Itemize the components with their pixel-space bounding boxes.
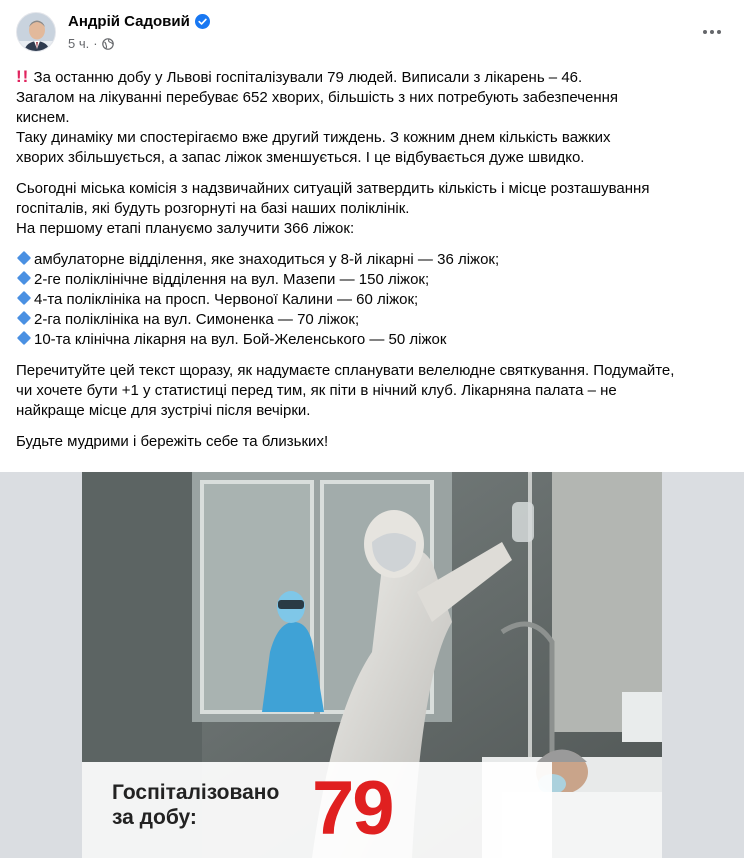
text-line: найкраще місце для зустрічі після вечірки. [16, 402, 311, 419]
list-item-text: 2-ге поліклінічне відділення на вул. Мазепи — 150 ліжок; [34, 271, 430, 288]
post-time[interactable]: 5 ч. [68, 36, 90, 51]
blue-diamond-icon [17, 251, 31, 265]
text-line: хворих збільшується, а запас ліжок зменшується. І це відбувається дуже швидко. [16, 149, 585, 166]
author-name-row[interactable] [68, 13, 210, 30]
caption-line-1: Госпіталізовано [112, 781, 280, 804]
text-line [16, 67, 728, 88]
meta-separator: · [93, 36, 98, 51]
bed-list [16, 250, 728, 350]
hospitalized-count: 79 [312, 766, 393, 851]
exclamation-icon: ! [16, 67, 22, 86]
exclamation-icon: ! [22, 67, 29, 86]
post-image[interactable] [0, 472, 744, 858]
more-dot-icon [710, 30, 714, 34]
author-name[interactable]: Андрій Садовий [68, 13, 190, 30]
list-item [16, 310, 728, 330]
blue-diamond-icon [17, 311, 31, 325]
list-item [16, 250, 728, 270]
globe-icon [102, 38, 114, 50]
text-line: Таку динаміку ми спостерігаємо вже другий тиждень. З кожним днем кількість важких [16, 129, 611, 146]
more-dot-icon [703, 30, 707, 34]
text-line-content: За останню добу у Львові госпіталізували 79 людей. Виписали з лікарень – 46. [33, 69, 583, 86]
caption-line-2: за добу: [112, 806, 197, 829]
hospital-photo [82, 472, 662, 858]
post-meta [68, 36, 114, 51]
post-header [16, 12, 728, 56]
list-item-text: 10-та клінічна лікарня на вул. Бой-Желенського — 50 ліжок [34, 331, 447, 348]
paragraph-4 [16, 432, 728, 452]
paragraph-1 [16, 67, 728, 168]
verified-badge-icon [195, 14, 210, 29]
author-avatar[interactable] [16, 12, 56, 52]
list-item [16, 290, 728, 310]
text-line: киснем. [16, 109, 70, 126]
list-item-text: 4-та поліклініка на просп. Червоної Калини — 60 ліжок; [34, 291, 419, 308]
more-dot-icon [717, 30, 721, 34]
text-line: Перечитуйте цей текст щоразу, як надумаєте спланувати велелюдне святкування. Подумайте, [16, 362, 675, 379]
paragraph-3 [16, 361, 728, 421]
paragraph-2 [16, 179, 728, 239]
list-item [16, 330, 728, 350]
text-line: На першому етапі плануємо залучити 366 ліжок: [16, 220, 355, 237]
text-line: Загалом на лікуванні перебуває 652 хворих, більшість з них потребують забезпечення [16, 89, 619, 106]
list-item-text: амбулаторне відділення, яке знаходиться у 8-й лікарні — 36 ліжок; [34, 251, 500, 268]
post-text [16, 67, 728, 463]
text-line: госпіталів, які будуть розгорнуті на базі наших поліклінік. [16, 200, 410, 217]
list-item [16, 270, 728, 290]
blue-diamond-icon [17, 291, 31, 305]
blue-diamond-icon [17, 271, 31, 285]
text-line: Будьте мудрими і бережіть себе та близьких! [16, 433, 329, 450]
list-item-text: 2-га поліклініка на вул. Симоненка — 70 ліжок; [34, 311, 360, 328]
more-options-button[interactable] [698, 18, 726, 46]
text-line: Сьогодні міська комісія з надзвичайних ситуацій затвердить кількість і місце розташування [16, 180, 650, 197]
blue-diamond-icon [17, 331, 31, 345]
caption-text [112, 780, 312, 830]
text-line: чи хочете бути +1 у статистиці перед тим, як піти в нічний клуб. Лікарняна палата – не [16, 382, 617, 399]
